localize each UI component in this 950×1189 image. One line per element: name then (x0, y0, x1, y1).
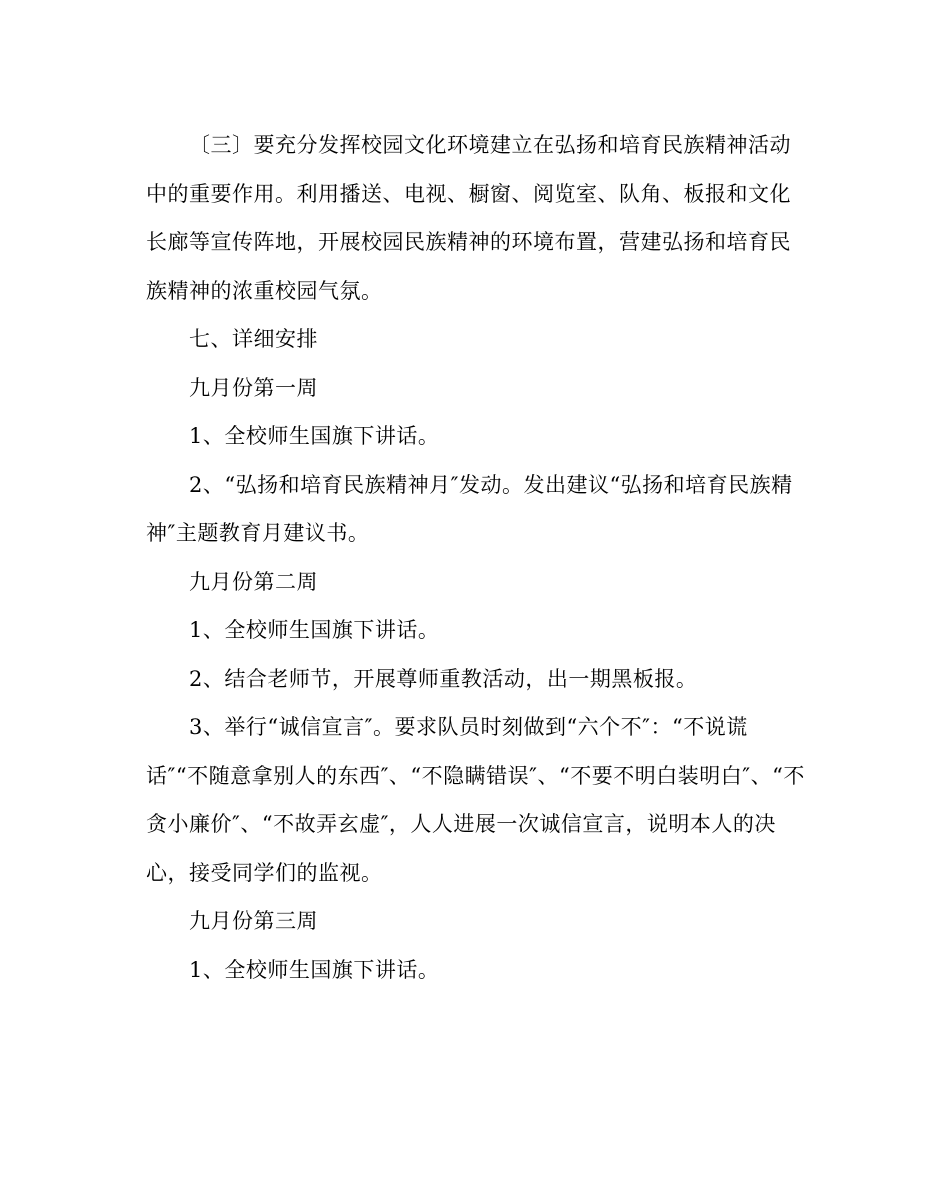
document-body (146, 121, 806, 994)
list-item: 2、结合老师节，开展尊师重教活动，出一期黑板报。 (189, 666, 698, 691)
list-item: 2、“弘扬和培育民族精神月″发动。发出建议“弘扬和培育民族精神″主题教育月建议书。 (146, 472, 793, 545)
list-item: 1、全校师生国旗下讲话。 (189, 424, 440, 448)
list-item: 3、举行“诚信宣言″。要求队员时刻做到“六个不″：“不说谎话″“不随意拿别人的东西″、“不隐瞒错误″、“不要不明白装明白″、“不贪小廉价″、“不故弄玄虚″，人人进展一次诚信宣言，说明本人的决心，接受同学们的监视。 (146, 715, 805, 885)
heading-september-week-2: 九月份第二周 (189, 569, 318, 594)
heading-september-week-3: 九月份第三周 (189, 909, 318, 933)
list-item: 1、全校师生国旗下讲话。 (189, 957, 440, 982)
list-item: 1、全校师生国旗下讲话。 (189, 618, 440, 642)
heading-detailed-arrangement: 七、详细安排 (189, 327, 318, 351)
paragraph-culture-environment: 〔三〕要充分发挥校园文化环境建立在弘扬和培育民族精神活动中的重要作用。利用播送、电视、橱窗、阅览室、队角、板报和文化长廊等宣传阵地，开展校园民族精神的环境布置，营建弘扬和培育民族精神的浓重校园气氛。 (146, 133, 791, 303)
heading-september-week-1: 九月份第一周 (189, 375, 318, 400)
